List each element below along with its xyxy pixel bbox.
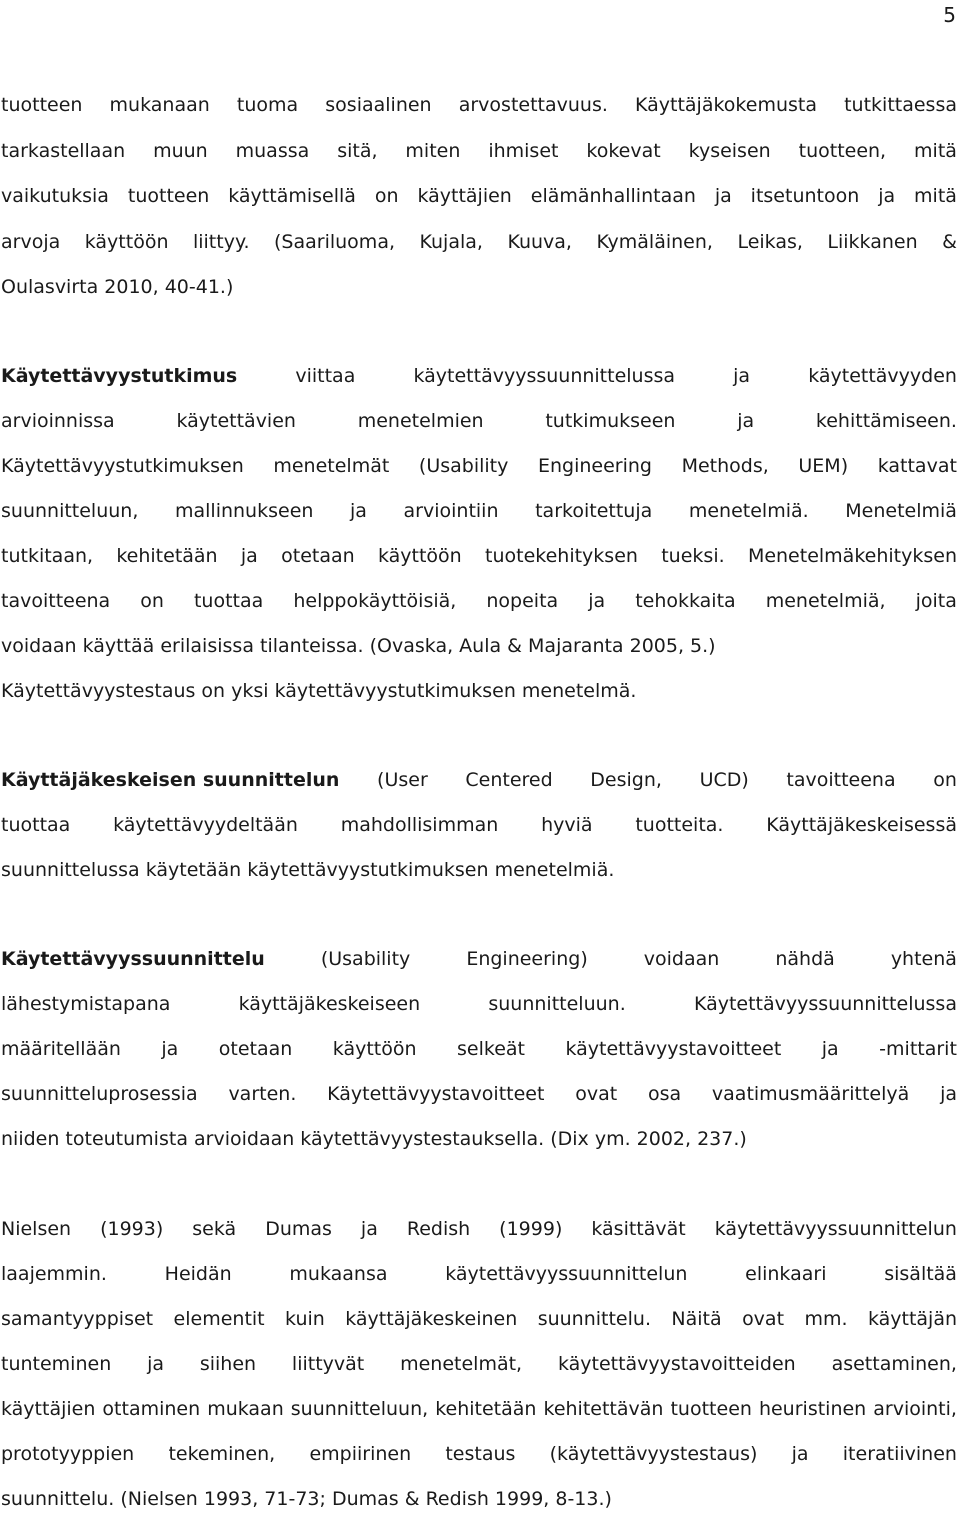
word: ja [588, 590, 606, 612]
word: suunnitteluun, [1, 500, 139, 522]
word: liittyy. [192, 231, 250, 253]
text-line [1, 811, 957, 839]
word: käytettävyyden [808, 365, 957, 387]
word: tuoma [236, 94, 299, 116]
word: arvioinnissa [1, 410, 115, 432]
word: UEM) [798, 455, 849, 477]
word: ja [821, 1038, 839, 1060]
word: arviointi, [873, 1398, 957, 1420]
word: Centered [465, 769, 553, 791]
word: heuristinen [758, 1398, 867, 1420]
word: Käytettävyystutkimuksen [1, 455, 244, 477]
term-bold: Käytettävyystutkimus [1, 365, 238, 387]
word: Engineering) [466, 948, 588, 970]
word: miten [405, 140, 461, 162]
word: ja [240, 545, 258, 567]
word: Leikas, [737, 231, 803, 253]
word: Menetelmiä [845, 500, 957, 522]
word: (Saariluoma, [274, 231, 396, 253]
word: käyttäjien [417, 185, 512, 207]
word: mukanaan [109, 94, 210, 116]
text-line [1, 1395, 957, 1423]
word: käyttöön [84, 231, 169, 253]
word: käyttöön [332, 1038, 417, 1060]
word: ovat [575, 1083, 618, 1105]
word: (1999) [499, 1218, 563, 1240]
word: selkeät [457, 1038, 525, 1060]
word: voidaan [643, 948, 720, 970]
text-line [1, 587, 957, 615]
word: tavoitteena [786, 769, 896, 791]
word: elinkaari [745, 1263, 827, 1285]
word: ja [161, 1038, 179, 1060]
text-line [1, 990, 957, 1018]
word: yhtenä [890, 948, 957, 970]
word: käytettävien [176, 410, 296, 432]
word: Menetelmäkehityksen [747, 545, 957, 567]
word: ja [733, 365, 751, 387]
word: sisältää [884, 1263, 957, 1285]
word: Liikkanen [827, 231, 918, 253]
word: tueksi. [661, 545, 725, 567]
word: käytettävyydeltään [113, 814, 298, 836]
word: asettaminen, [831, 1353, 957, 1375]
text-line [1, 452, 957, 480]
word: muassa [235, 140, 310, 162]
text-line: Oulasvirta 2010, 40-41.) [1, 276, 234, 298]
word: arvostettavuus. [458, 94, 608, 116]
word: helppokäyttöisiä, [293, 590, 457, 612]
word: ja [350, 500, 367, 522]
word: otetaan [218, 1038, 293, 1060]
word: Käyttäjäkeskeisessä [766, 814, 957, 836]
word: käyttäjäkeskeinen [345, 1308, 518, 1330]
word: mallinnukseen [174, 500, 314, 522]
word: menetelmiä. [688, 500, 809, 522]
word: tehokkaita [635, 590, 736, 612]
word: menetelmiä, [765, 590, 886, 612]
text-line [1, 945, 957, 973]
word: määritellään [1, 1038, 121, 1060]
word: Kujala, [419, 231, 483, 253]
word: UCD) [699, 769, 749, 791]
word: Kuuva, [507, 231, 572, 253]
word: (Usability [320, 948, 411, 970]
word: viittaa [295, 365, 356, 387]
word: käyttäjäkeskeiseen [238, 993, 421, 1015]
word: tuotekehityksen [485, 545, 638, 567]
word: arviointiin [403, 500, 499, 522]
word: sekä [192, 1218, 237, 1240]
word: on [140, 590, 164, 612]
word: tarkastellaan [1, 140, 126, 162]
word: Dumas [265, 1218, 332, 1240]
word: ja [360, 1218, 378, 1240]
word: tekeminen, [168, 1443, 276, 1465]
word: sitä, [337, 140, 378, 162]
word: menetelmien [357, 410, 484, 432]
word: nähdä [775, 948, 835, 970]
word: menetelmät, [400, 1353, 523, 1375]
word: Redish [406, 1218, 471, 1240]
text-line [1, 542, 957, 570]
word: on [374, 185, 399, 207]
word: mm. [804, 1308, 848, 1330]
word: tutkimukseen [545, 410, 676, 432]
word: kyseisen [688, 140, 771, 162]
word: mitä [914, 140, 957, 162]
word: mahdollisimman [340, 814, 499, 836]
word: tuotteen [670, 1398, 752, 1420]
word: tuotteen, [798, 140, 887, 162]
word: tunteminen [1, 1353, 112, 1375]
text-line [1, 1215, 957, 1243]
word: tuotteen [1, 94, 83, 116]
word: Käytettävyyssuunnittelussa [693, 993, 957, 1015]
word: Näitä [671, 1308, 722, 1330]
word: ja [737, 410, 755, 432]
word: käsittävät [591, 1218, 686, 1240]
text-line [1, 497, 957, 525]
word: liittyvät [291, 1353, 365, 1375]
word: kattavat [877, 455, 957, 477]
word: lähestymistapana [1, 993, 171, 1015]
word: vaikutuksia [1, 185, 109, 207]
text-line: voidaan käyttää erilaisissa tilanteissa. (Ovaska, Aula & Majaranta 2005, 5.) [1, 635, 716, 657]
term-bold: Käytettävyyssuunnittelu [1, 948, 265, 970]
text-line [1, 1440, 957, 1468]
word: käyttäjän [867, 1308, 957, 1330]
word: Design, [590, 769, 662, 791]
word: testaus [445, 1443, 516, 1465]
word: hyviä [541, 814, 593, 836]
word: Engineering [537, 455, 652, 477]
text-line [1, 1305, 957, 1333]
word: kehitetään [116, 545, 218, 567]
text-line: Käytettävyystestaus on yksi käytettävyystutkimuksen menetelmä. [1, 680, 637, 702]
text-line [1, 91, 957, 119]
word: varten. [228, 1083, 297, 1105]
word: suunnitteluun. [488, 993, 626, 1015]
word: sosiaalinen [325, 94, 432, 116]
text-line [1, 1260, 957, 1288]
word: käyttäjien [1, 1398, 96, 1420]
word: iteratiivinen [842, 1443, 957, 1465]
text-line [1, 362, 957, 390]
word: muun [153, 140, 208, 162]
term-bold: Käyttäjäkeskeisen suunnittelun [1, 769, 340, 791]
word: tuottaa [1, 814, 71, 836]
word: joita [915, 590, 957, 612]
word: tuotteita. [635, 814, 724, 836]
word: ja [878, 185, 896, 207]
word: ja [791, 1443, 809, 1465]
word: elämänhallintaan [530, 185, 696, 207]
word: käytettävyyssuunnittelun [445, 1263, 688, 1285]
word: kuin [285, 1308, 325, 1330]
page-number: 5 [943, 3, 956, 27]
word: tavoitteena [1, 590, 111, 612]
word: tuotteen [127, 185, 210, 207]
text-line [1, 766, 957, 794]
word: suunnitteluun, [290, 1398, 429, 1420]
word: käytettävyyssuunnittelussa [413, 365, 676, 387]
word: itsetuntoon [750, 185, 860, 207]
word: ja [147, 1353, 164, 1375]
word: ja [940, 1083, 957, 1105]
word: tutkitaan, [1, 545, 94, 567]
word: menetelmät [273, 455, 390, 477]
text-line [1, 182, 957, 210]
word: kehitettävän [543, 1398, 664, 1420]
word: (Usability [418, 455, 509, 477]
word: elementit [173, 1308, 265, 1330]
text-line [1, 1080, 957, 1108]
word: ottaminen [102, 1398, 201, 1420]
word: käytettävyyssuunnittelun [714, 1218, 957, 1240]
word: ihmiset [488, 140, 559, 162]
word: kokevat [586, 140, 661, 162]
word: samantyyppiset [1, 1308, 154, 1330]
word: (käytettävyystestaus) [549, 1443, 758, 1465]
word: on [933, 769, 957, 791]
text-line: niiden toteutumista arvioidaan käytettävyystestauksella. (Dix ym. 2002, 237.) [1, 1128, 747, 1150]
word: tarkoitettuja [535, 500, 653, 522]
word: otetaan [281, 545, 355, 567]
word: mukaan [207, 1398, 284, 1420]
word: Nielsen [1, 1218, 72, 1240]
word: kehitetään [435, 1398, 537, 1420]
word: siihen [199, 1353, 257, 1375]
word: (1993) [100, 1218, 164, 1240]
text-line [1, 137, 957, 165]
text-line: suunnittelu. (Nielsen 1993, 71-73; Dumas & Redish 1999, 8-13.) [1, 1488, 612, 1510]
word: ja [714, 185, 732, 207]
text-line [1, 1035, 957, 1063]
word: nopeita [486, 590, 559, 612]
word: suunnitteluprosessia [1, 1083, 198, 1105]
word: kehittämiseen. [815, 410, 957, 432]
word: & [942, 231, 957, 253]
word: käytettävyystavoitteiden [557, 1353, 796, 1375]
text-line [1, 228, 957, 256]
word: suunnittelu. [537, 1308, 651, 1330]
word: Kymäläinen, [596, 231, 713, 253]
text-line [1, 1350, 957, 1378]
word: ovat [742, 1308, 785, 1330]
word: -mittarit [879, 1038, 957, 1060]
word: osa [647, 1083, 682, 1105]
word: Käytettävyystavoitteet [327, 1083, 545, 1105]
word: mitä [914, 185, 957, 207]
text-line [1, 407, 957, 435]
word: (User [377, 769, 428, 791]
word: Käyttäjäkokemusta [635, 94, 817, 116]
word: prototyyppien [1, 1443, 135, 1465]
word: arvoja [1, 231, 61, 253]
word: vaatimusmäärittelyä [711, 1083, 910, 1105]
word: laajemmin. [1, 1263, 107, 1285]
word: tutkittaessa [844, 94, 957, 116]
word: mukaansa [289, 1263, 388, 1285]
word: tuottaa [193, 590, 264, 612]
word: käytettävyystavoitteet [565, 1038, 782, 1060]
word: Methods, [681, 455, 769, 477]
text-line: suunnittelussa käytetään käytettävyystutkimuksen menetelmiä. [1, 859, 615, 881]
word: käyttämisellä [228, 185, 356, 207]
word: Heidän [164, 1263, 232, 1285]
word: empiirinen [309, 1443, 412, 1465]
word: käyttöön [377, 545, 462, 567]
